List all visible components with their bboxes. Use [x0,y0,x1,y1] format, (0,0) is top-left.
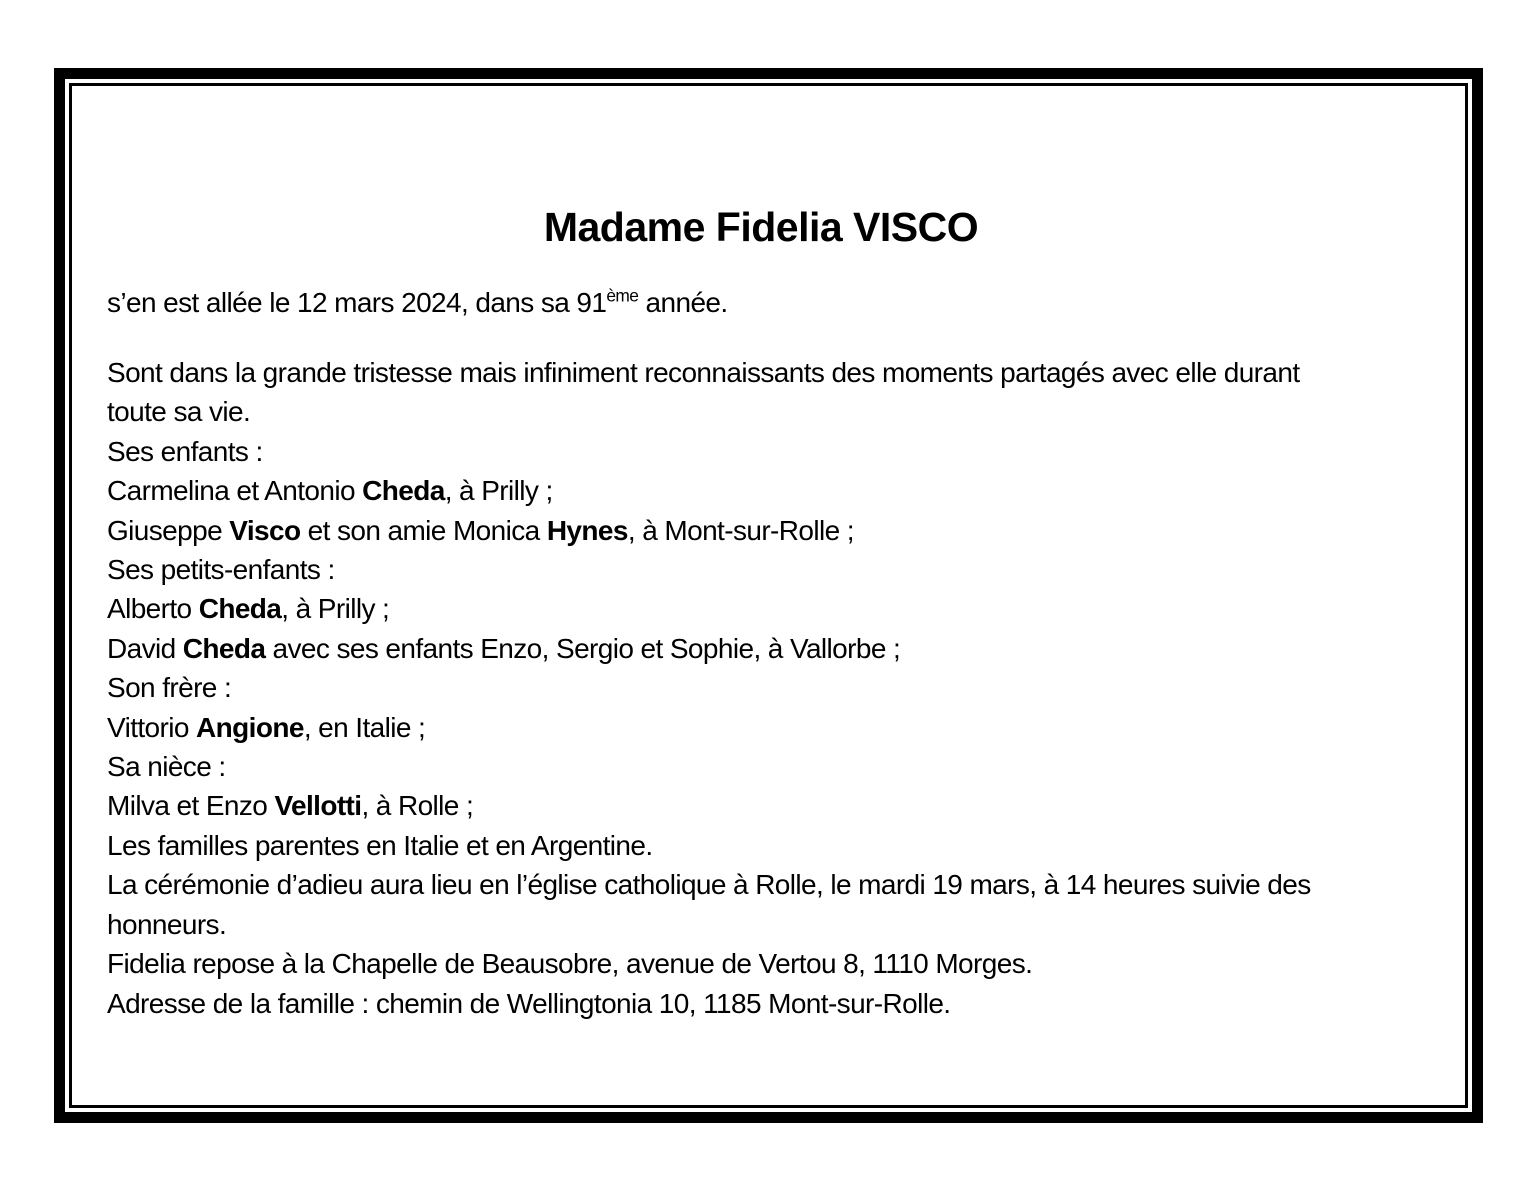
bold-surname: Visco [229,514,301,546]
bold-surname: Cheda [182,632,266,664]
bold-surname: Hynes [546,514,628,546]
text-segment: David [107,632,183,664]
text-line [107,984,1311,1023]
text-segment: honneurs. [107,908,227,940]
text-segment: , à Rolle ; [361,790,474,822]
intro-line [107,283,728,322]
text-line [107,668,1311,707]
bold-surname: Cheda [362,475,445,507]
text-line [107,944,1311,983]
text-segment: Sont dans la grande tristesse mais infiniment reconnaissants des moments partagés avec elle durant [107,357,1300,388]
text-segment: Carmelina et Antonio [107,475,363,507]
text-segment: , à Mont-sur-Rolle ; [627,514,854,546]
text-segment: s’en est allée le 12 mars 2024, dans sa 91 [107,287,607,318]
text-line [107,589,1311,628]
bold-surname: Vellotti [274,790,362,822]
text-segment: Milva et Enzo [107,790,275,822]
text-segment: et son amie Monica [300,514,547,546]
text-line [107,511,1311,550]
text-segment: , à Prilly ; [444,475,553,507]
text-line [107,432,1311,471]
text-line [107,629,1311,668]
page-title: Madame Fidelia VISCO [543,204,979,250]
text-line [107,550,1311,589]
text-line [107,392,1311,431]
text-line [107,353,1311,392]
text-segment: La cérémonie d’adieu aura lieu en l’église catholique à Rolle, le mardi 19 mars, à 14 heures suivie des [107,869,1311,901]
text-segment: , en Italie ; [303,711,426,743]
text-segment: Adresse de la famille : chemin de Wellingtonia 10, 1185 Mont-sur-Rolle. [107,987,951,1019]
bold-surname: Angione [196,711,304,743]
ordinal-superscript: ème [606,285,639,306]
text-line [107,471,1311,510]
text-line [107,826,1311,865]
text-segment: Alberto [107,593,199,625]
text-line [107,747,1311,786]
body-text-block [107,353,1311,1023]
text-segment: , à Prilly ; [281,593,390,625]
text-segment: année. [638,287,728,318]
text-segment: avec ses enfants Enzo, Sergio et Sophie, à Vallorbe ; [265,632,901,664]
text-segment: Ses petits-enfants : [107,554,335,586]
text-line [107,905,1311,944]
text-segment: Les familles parentes en Italie et en Argentine. [107,829,653,861]
text-segment: Sa nièce : [107,751,226,783]
text-line [107,786,1311,825]
text-line [107,865,1311,904]
text-segment: Ses enfants : [107,435,263,467]
text-segment: toute sa vie. [107,396,251,428]
text-line [107,708,1311,747]
text-segment: Giuseppe [107,514,230,546]
text-segment: Fidelia repose à la Chapelle de Beausobre, avenue de Vertou 8, 1110 Morges. [107,948,1033,980]
bold-surname: Cheda [198,593,282,625]
text-segment: Son frère : [107,672,232,704]
text-segment: Vittorio [107,711,197,743]
